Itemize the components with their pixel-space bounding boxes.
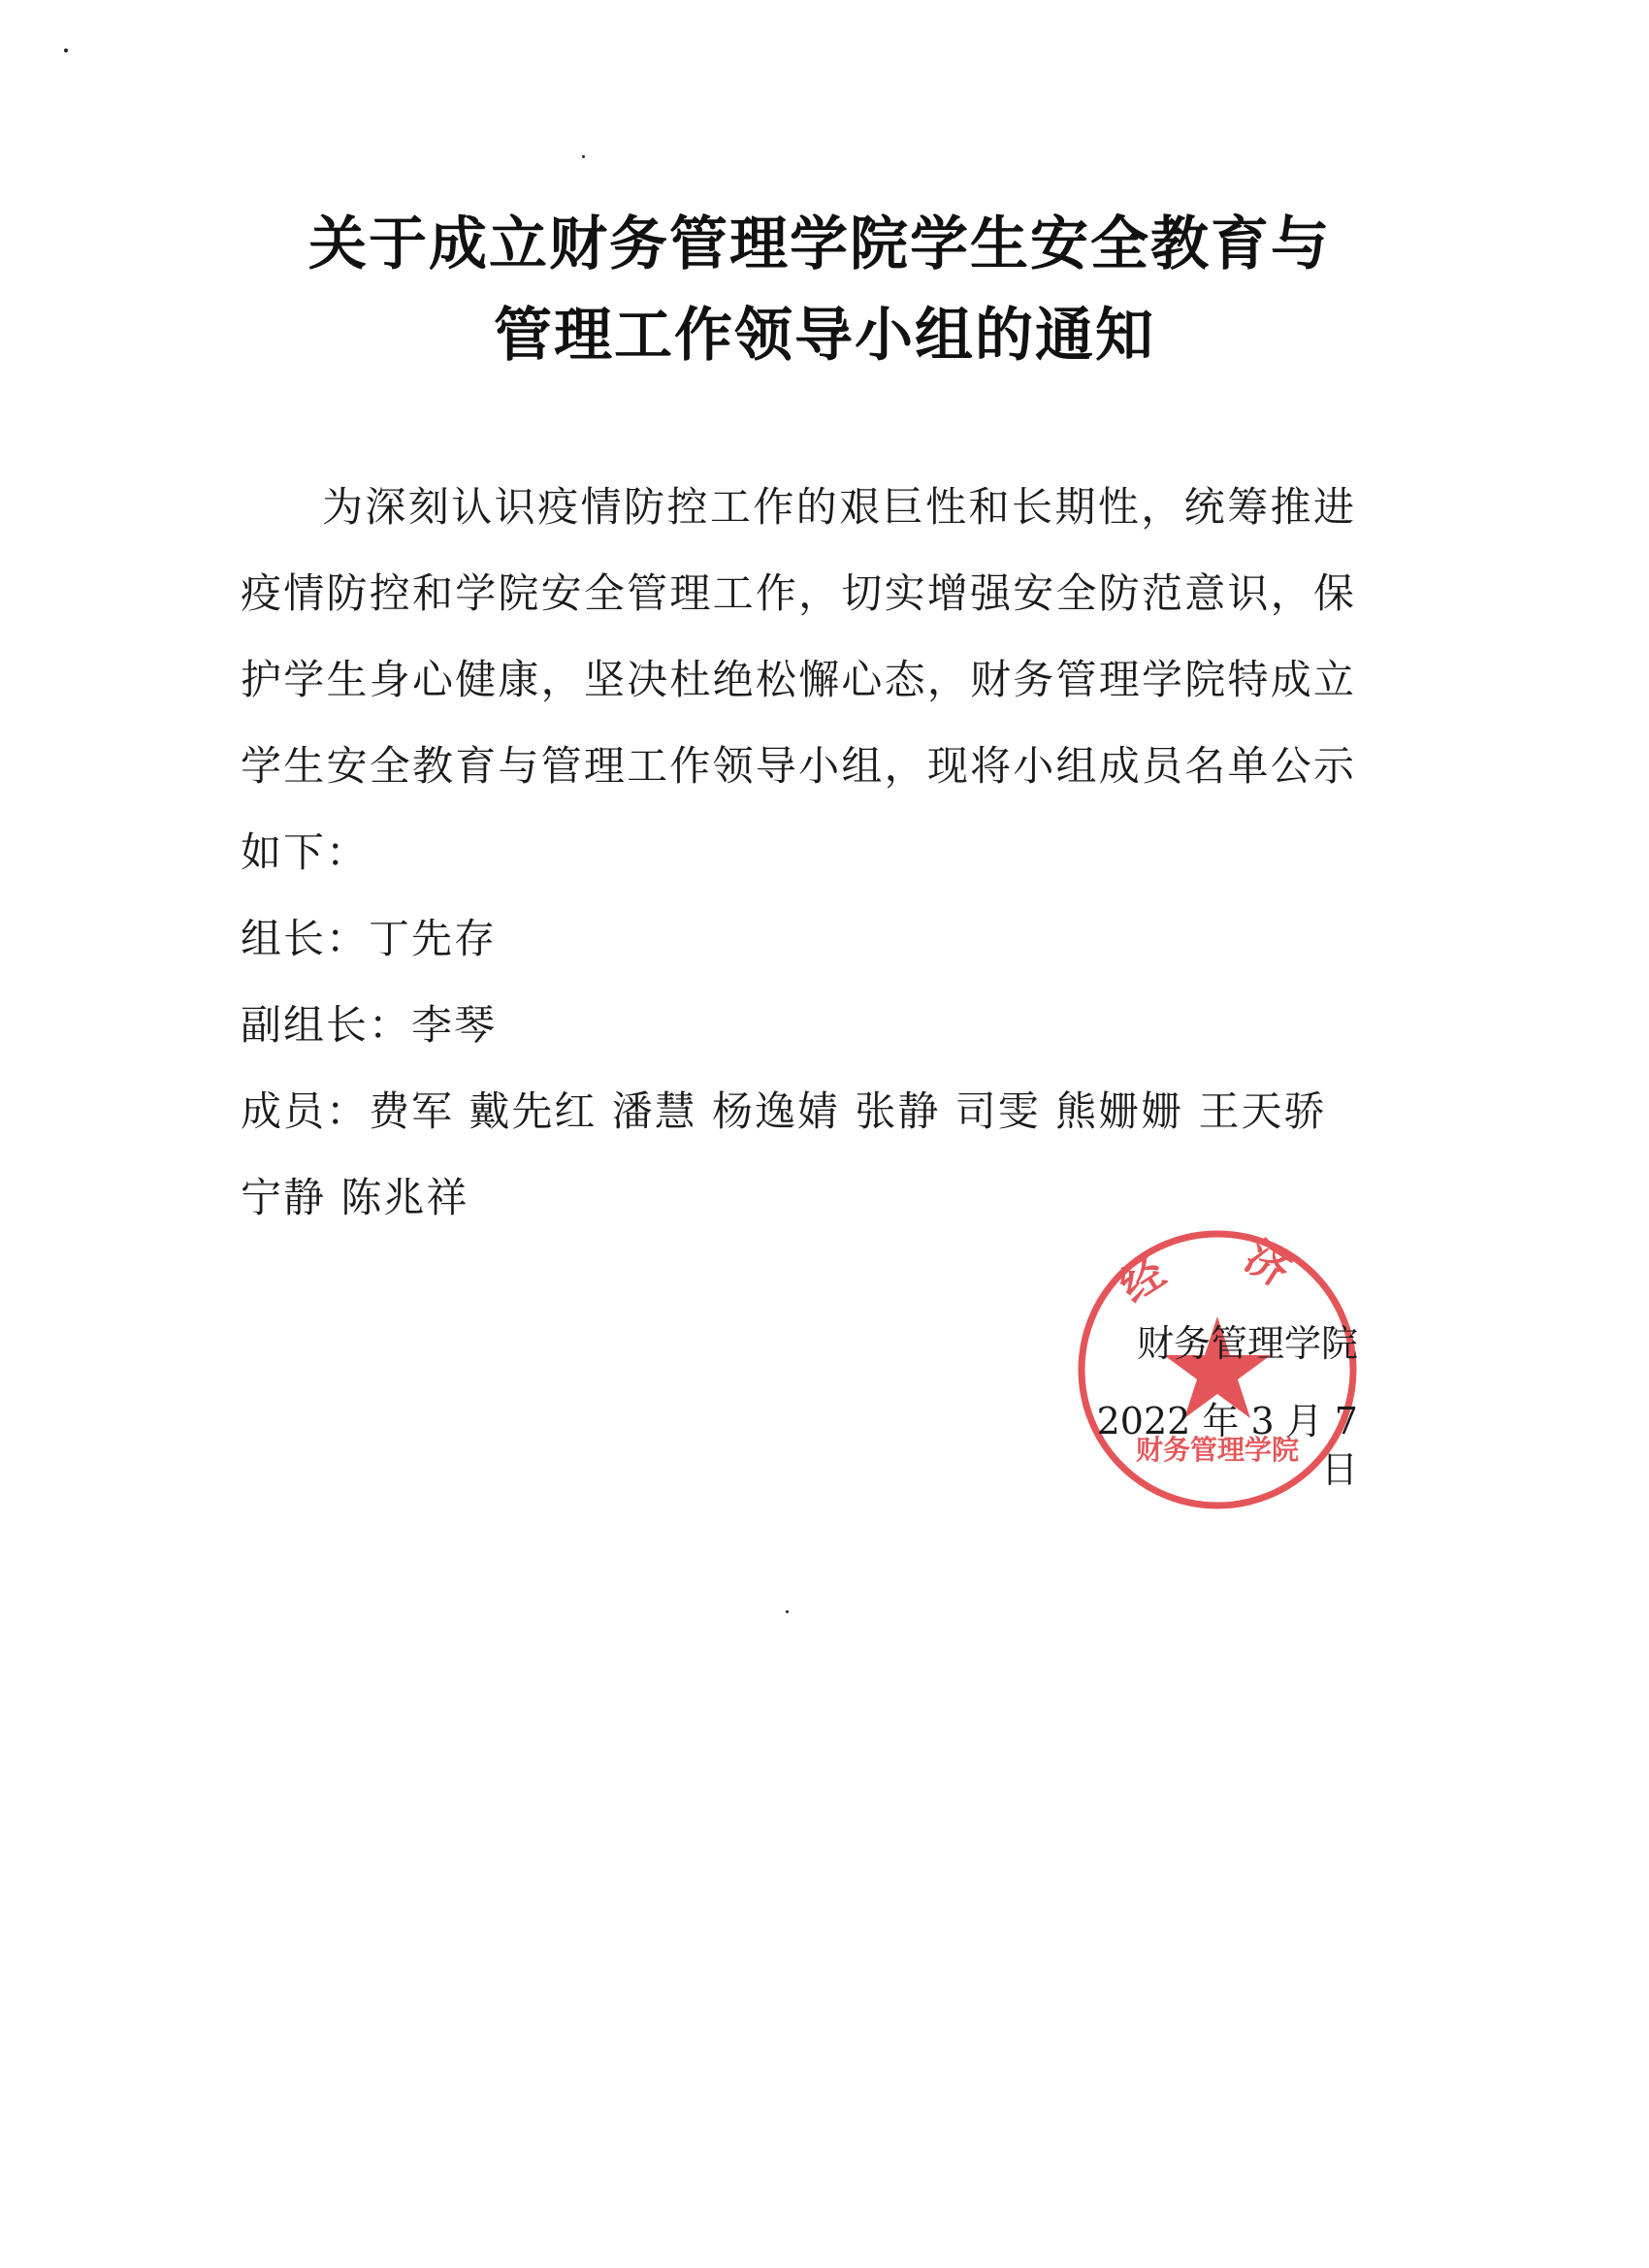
title-line-1: 关于成立财务管理学院学生安全教育与: [308, 211, 1331, 278]
seal-top-text: 经 济: [1111, 1229, 1324, 1312]
title-line-2: 管理工作领导小组的通知: [494, 302, 1155, 370]
scan-speck: [582, 155, 585, 158]
scan-speck: [64, 49, 68, 52]
signature-organization: 财务管理学院: [1136, 1322, 1358, 1365]
signature-date: 2022 年 3 月 7 日: [1096, 1400, 1358, 1491]
seal-bottom-text: 财务管理学院: [1135, 1434, 1300, 1466]
document-title: [0, 199, 1649, 381]
group-members: 成员：费军 戴先红 潘慧 杨逸婧 张静 司雯 熊姗姗 王天骄 宁静 陈兆祥: [241, 1087, 1327, 1221]
document-body: [241, 464, 1356, 1241]
group-leader: 组长：丁先存: [241, 915, 498, 962]
intro-paragraph: 为深刻认识疫情防控工作的艰巨性和长期性，统筹推进疫情防控和学院安全管理工作，切实增强安全防范意识，保护学生身心健康，坚决杜绝松懈心态，财务管理学院特成立学生安全教育与管理工作领导小组，现将小组成员名单公示如下：: [241, 483, 1356, 876]
deputy-group-leader: 副组长：李琴: [241, 1001, 498, 1049]
scan-speck: [786, 1610, 789, 1613]
